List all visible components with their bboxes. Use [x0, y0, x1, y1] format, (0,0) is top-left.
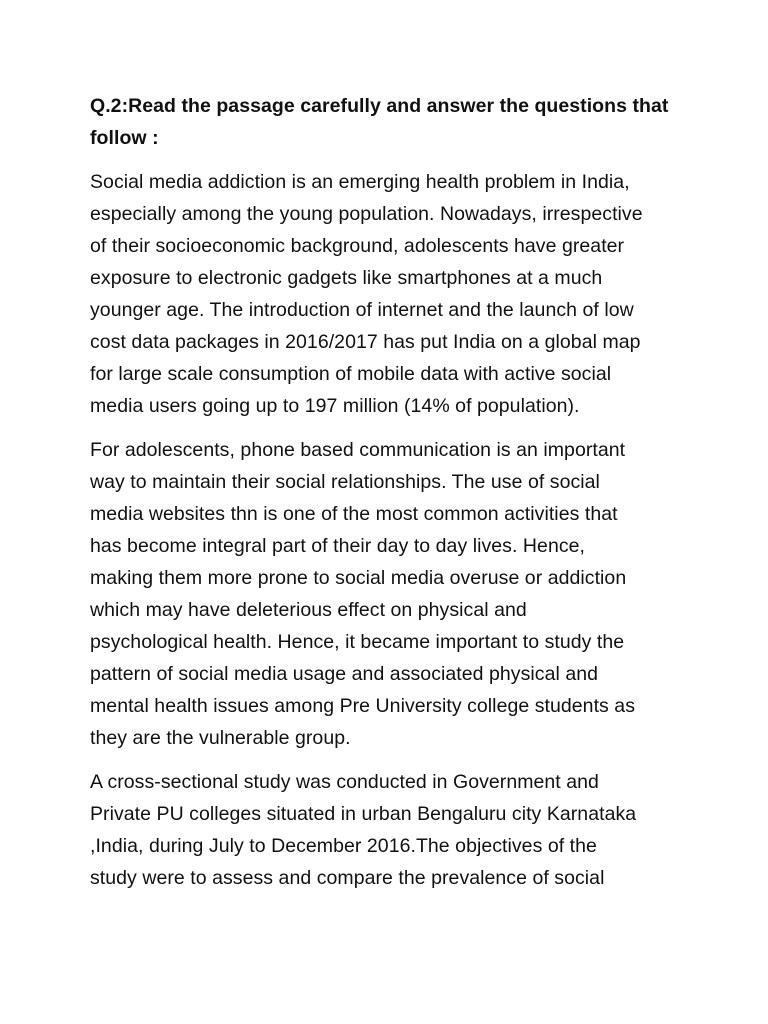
paragraph-line: media websites thn is one of the most common activities that	[90, 503, 618, 525]
paragraph-line: A cross-sectional study was conducted in Government and	[90, 771, 599, 793]
paragraph-line: of their socioeconomic background, adolescents have greater	[90, 235, 625, 257]
paragraph-line: psychological health. Hence, it became important to study the	[90, 631, 625, 653]
paragraph-line: cost data packages in 2016/2017 has put India on a global map	[90, 331, 641, 353]
question-heading	[90, 90, 690, 154]
paragraph-line: Private PU colleges situated in urban Bengaluru city Karnataka	[90, 803, 637, 825]
paragraph-line: making them more prone to social media overuse or addiction	[90, 567, 627, 589]
paragraph-line: Social media addiction is an emerging health problem in India,	[90, 171, 630, 193]
paragraph-line: ,India, during July to December 2016.The objectives of the	[90, 835, 597, 857]
paragraph-line: mental health issues among Pre University college students as	[90, 695, 635, 717]
paragraph-line: which may have deleterious effect on physical and	[90, 599, 527, 621]
paragraph-1	[90, 166, 690, 422]
question-line: Q.2:Read the passage carefully and answer the questions that	[90, 95, 669, 117]
paragraph-line: for large scale consumption of mobile data with active social	[90, 363, 612, 385]
paragraph-line: has become integral part of their day to day lives. Hence,	[90, 535, 585, 557]
paragraph-3	[90, 766, 690, 894]
paragraph-line: media users going up to 197 million (14% of population).	[90, 395, 580, 417]
paragraph-line: pattern of social media usage and associated physical and	[90, 663, 599, 685]
paragraph-line: especially among the young population. Nowadays, irrespective	[90, 203, 643, 225]
paragraph-line: they are the vulnerable group.	[90, 727, 351, 749]
question-line: follow :	[90, 127, 159, 149]
document-page	[90, 90, 690, 906]
paragraph-line: For adolescents, phone based communication is an important	[90, 439, 626, 461]
paragraph-line: study were to assess and compare the prevalence of social	[90, 867, 605, 889]
paragraph-line: exposure to electronic gadgets like smartphones at a much	[90, 267, 603, 289]
paragraph-line: way to maintain their social relationships. The use of social	[90, 471, 600, 493]
paragraph-2	[90, 434, 690, 754]
paragraph-line: younger age. The introduction of internet and the launch of low	[90, 299, 634, 321]
